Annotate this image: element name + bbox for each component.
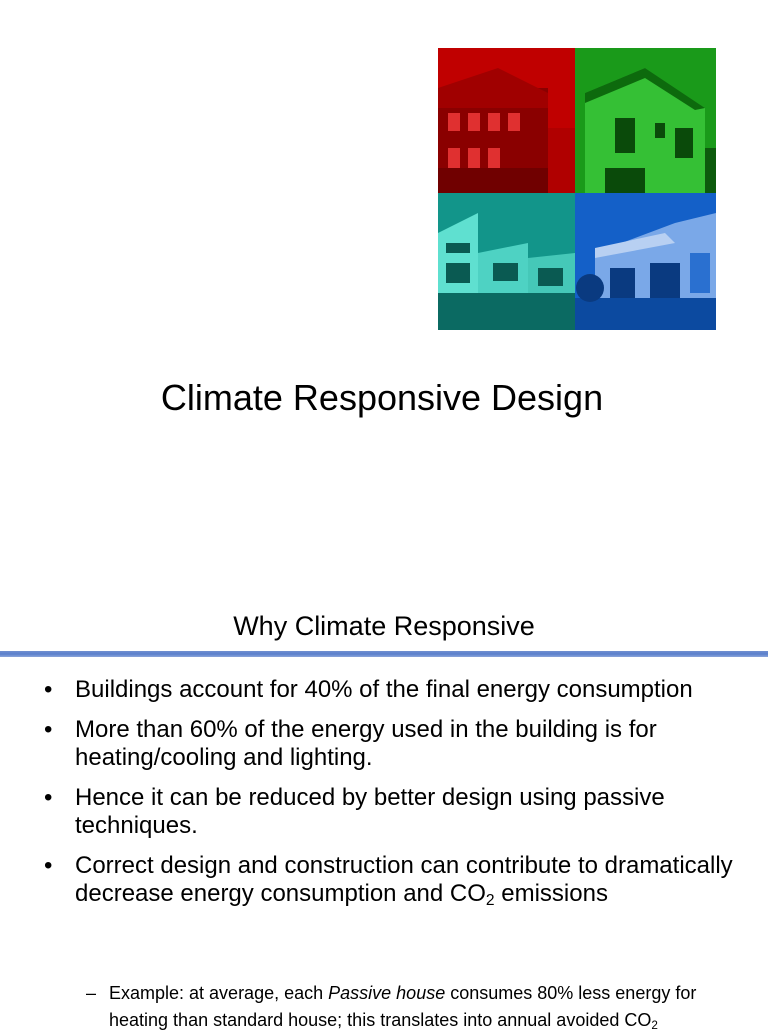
bullet-dot: • xyxy=(44,784,53,811)
dash-marker: – xyxy=(86,983,97,1003)
house-photo-collage xyxy=(438,48,716,330)
sub-bullet-list xyxy=(86,980,736,1034)
slide-title-text: Climate Responsive Design xyxy=(160,377,604,418)
list-item: • More than 60% of the energy used in the building is for heating/cooling and lighting. xyxy=(44,716,657,771)
slide-heading: Why Climate Responsive xyxy=(233,611,535,641)
photo-green-house xyxy=(575,48,716,193)
photo-blue-house xyxy=(575,193,716,330)
bullet-list xyxy=(44,676,734,920)
list-item: • Buildings account for 40% of the final energy consumption xyxy=(44,676,693,703)
heading-divider xyxy=(0,651,768,657)
list-item: • Hence it can be reduced by better design using passive techniques. xyxy=(44,784,665,839)
list-item: • Correct design and construction can contribute to dramatically decrease energy consumption and $CO_2$ emissions xyxy=(44,852,733,909)
bullet-dot: • xyxy=(44,852,53,879)
photo-red-building xyxy=(438,48,575,193)
photo-teal-houses xyxy=(438,193,575,330)
sub-list-item: – Example: at average, each Passive house consumes 80% less energy for heating than standard house; this translates into annual avoided $CO_2$ xyxy=(86,980,736,1034)
bullet-dot: • xyxy=(44,676,53,703)
bullet-dot: • xyxy=(44,716,53,743)
